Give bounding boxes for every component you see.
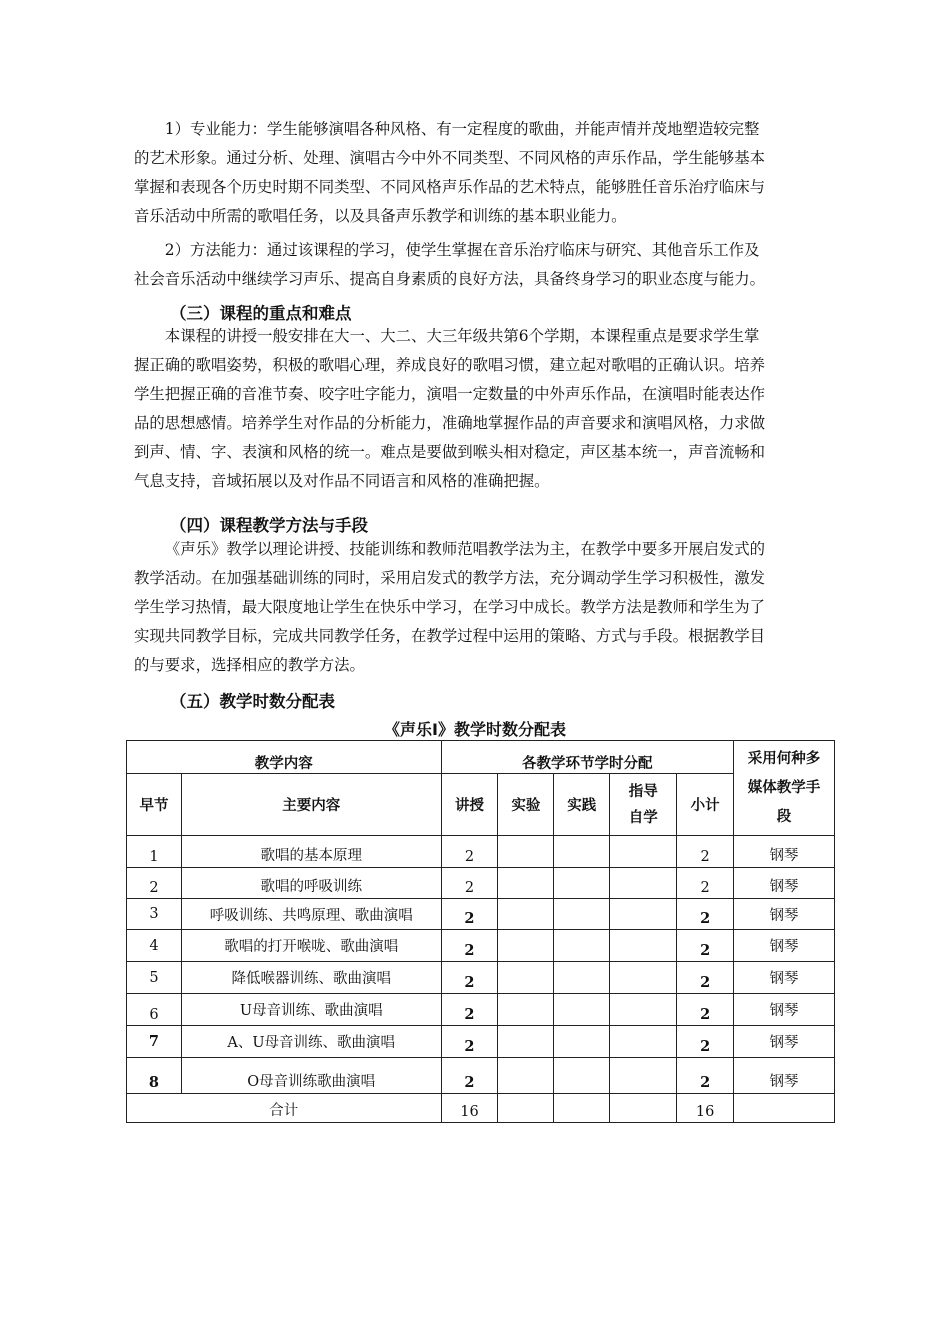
cell-chapter: 3: [127, 899, 182, 930]
table-total-row: [127, 1094, 835, 1123]
cell-chapter: 1: [127, 836, 182, 868]
cell-experiment: [498, 868, 554, 899]
cell-lecture: 2: [441, 994, 498, 1026]
header-guided-study: [610, 774, 677, 836]
text-line: 掌握和表现各个历史时期不同类型、不同风格声乐作品的艺术特点，能够胜任音乐治疗临床与: [134, 178, 766, 196]
cell-guided: [610, 994, 677, 1026]
paragraph-method-ability: [134, 236, 834, 294]
cell-guided: [610, 1026, 677, 1058]
cell-guided: [610, 1094, 677, 1123]
cell-subtotal: 2: [677, 962, 734, 994]
cell-chapter: 8: [127, 1058, 182, 1094]
cell-lecture: 2: [441, 836, 498, 868]
text-line: 学生学习热情，最大限度地让学生在快乐中学习，在学习中成长。教学方法是教师和学生为了: [134, 598, 766, 616]
cell-lecture: 2: [441, 930, 498, 962]
text-line: 1）专业能力：学生能够演唱各种风格、有一定程度的歌曲，并能声情并茂地塑造较完整: [164, 120, 760, 138]
section-heading-hours-table: （五）教学时数分配表: [170, 692, 335, 711]
cell-content: U母音训练、歌曲演唱: [181, 994, 441, 1026]
text-line: 实现共同教学目标，完成共同教学任务，在教学过程中运用的策略、方式与手段。根据教学目: [134, 627, 766, 645]
text-line: 《声乐》教学以理论讲授、技能训练和教师范唱教学法为主，在教学中要多开展启发式的: [164, 540, 766, 558]
cell-guided: [610, 930, 677, 962]
cell-subtotal: 2: [677, 1058, 734, 1094]
paragraph-teaching-methods: [134, 535, 834, 680]
text-line: 本课程的讲授一般安排在大一、大二、大三年级共第6个学期，本课程重点是要求学生掌: [164, 327, 760, 345]
cell-content: 歌唱的基本原理: [181, 836, 441, 868]
text-line: 学生把握正确的音准节奏、咬字吐字能力，演唱一定数量的中外声乐作品，在演唱时能表达作: [134, 385, 766, 403]
section-heading-key-points: （三）课程的重点和难点: [170, 304, 352, 323]
header-main-content: 主要内容: [181, 774, 441, 836]
header-practice: 实践: [554, 774, 610, 836]
cell-practice: [554, 1094, 610, 1123]
cell-media: 钢琴: [734, 962, 835, 994]
section-heading-teaching-methods: （四）课程教学方法与手段: [170, 516, 368, 535]
paragraph-key-points: [134, 322, 834, 496]
text-line: 品的思想感情。培养学生对作品的分析能力，准确地掌握作品的声音要求和演唱风格，力求做: [134, 414, 766, 432]
table-row: [127, 1026, 835, 1058]
cell-media: 钢琴: [734, 930, 835, 962]
paragraph-professional-ability: [134, 115, 834, 231]
cell-total-label: 合计: [127, 1094, 442, 1123]
cell-media: 钢琴: [734, 899, 835, 930]
cell-chapter: 4: [127, 930, 182, 962]
cell-practice: [554, 1058, 610, 1094]
text-line: 气息支持，音域拓展以及对作品不同语言和风格的准确把握。: [134, 472, 550, 490]
cell-chapter: 6: [127, 994, 182, 1026]
cell-experiment: [498, 1058, 554, 1094]
cell-subtotal: 2: [677, 899, 734, 930]
table-row: [127, 930, 835, 962]
cell-experiment: [498, 962, 554, 994]
cell-media: 钢琴: [734, 1058, 835, 1094]
header-guided-line: 指导: [628, 783, 658, 800]
cell-practice: [554, 1026, 610, 1058]
cell-content: O母音训练歌曲演唱: [181, 1058, 441, 1094]
cell-content: 降低喉器训练、歌曲演唱: [181, 962, 441, 994]
table-row: [127, 994, 835, 1026]
header-guided-line: 自学: [628, 809, 658, 826]
table-caption: 《声乐Ⅰ》教学时数分配表: [384, 720, 566, 739]
cell-practice: [554, 899, 610, 930]
cell-total-subtotal: 16: [677, 1094, 734, 1123]
cell-experiment: [498, 994, 554, 1026]
header-media-line: 段: [776, 808, 792, 825]
cell-chapter: 7: [127, 1026, 182, 1058]
header-media-line: 采用何种多: [747, 750, 821, 767]
header-hour-allocation: 各教学环节学时分配: [441, 741, 734, 774]
header-media-line: 媒体教学手: [747, 779, 821, 796]
cell-experiment: [498, 1094, 554, 1123]
cell-guided: [610, 836, 677, 868]
cell-total-lecture: 16: [441, 1094, 498, 1123]
cell-media: [734, 1094, 835, 1123]
cell-lecture: 2: [441, 962, 498, 994]
text-line: 的艺术形象。通过分析、处理、演唱古今中外不同类型、不同风格的声乐作品，学生能够基本: [134, 149, 766, 167]
cell-practice: [554, 962, 610, 994]
cell-media: 钢琴: [734, 868, 835, 899]
cell-chapter: 5: [127, 962, 182, 994]
cell-practice: [554, 994, 610, 1026]
header-lecture: 讲授: [441, 774, 498, 836]
cell-experiment: [498, 1026, 554, 1058]
cell-lecture: 2: [441, 1058, 498, 1094]
text-line: 握正确的歌唱姿势，积极的歌唱心理，养成良好的歌唱习惯，建立起对歌唱的正确认识。培养: [134, 356, 766, 374]
hours-distribution-table: [126, 740, 835, 1123]
text-line: 音乐活动中所需的歌唱任务，以及具备声乐教学和训练的基本职业能力。: [134, 207, 627, 225]
table-row: [127, 899, 835, 930]
table-row: [127, 836, 835, 868]
cell-guided: [610, 962, 677, 994]
cell-content: 呼吸训练、共鸣原理、歌曲演唱: [181, 899, 441, 930]
text-line: 2）方法能力：通过该课程的学习，使学生掌握在音乐治疗临床与研究、其他音乐工作及: [164, 241, 760, 259]
cell-practice: [554, 868, 610, 899]
table-row: [127, 868, 835, 899]
cell-practice: [554, 930, 610, 962]
cell-subtotal: 2: [677, 836, 734, 868]
cell-content: A、U母音训练、歌曲演唱: [181, 1026, 441, 1058]
header-subtotal: 小计: [677, 774, 734, 836]
header-chapter: 早节: [127, 774, 182, 836]
text-line: 教学活动。在加强基础训练的同时，采用启发式的教学方法，充分调动学生学习积极性，激发: [134, 569, 766, 587]
cell-content: 歌唱的呼吸训练: [181, 868, 441, 899]
table-header-row: [127, 741, 835, 774]
cell-lecture: 2: [441, 899, 498, 930]
cell-lecture: 2: [441, 868, 498, 899]
text-line: 的与要求，选择相应的教学方法。: [134, 656, 365, 674]
cell-chapter: 2: [127, 868, 182, 899]
cell-media: 钢琴: [734, 994, 835, 1026]
cell-media: 钢琴: [734, 1026, 835, 1058]
cell-lecture: 2: [441, 1026, 498, 1058]
cell-subtotal: 2: [677, 994, 734, 1026]
cell-subtotal: 2: [677, 868, 734, 899]
cell-content: 歌唱的打开喉咙、歌曲演唱: [181, 930, 441, 962]
cell-guided: [610, 868, 677, 899]
cell-media: 钢琴: [734, 836, 835, 868]
cell-subtotal: 2: [677, 930, 734, 962]
header-experiment: 实验: [498, 774, 554, 836]
cell-experiment: [498, 836, 554, 868]
cell-experiment: [498, 899, 554, 930]
table-row: [127, 1058, 835, 1094]
text-line: 到声、情、字、表演和风格的统一。难点是要做到喉头相对稳定，声区基本统一，声音流畅和: [134, 443, 766, 461]
cell-guided: [610, 899, 677, 930]
text-line: 社会音乐活动中继续学习声乐、提高自身素质的良好方法，具备终身学习的职业态度与能力。: [134, 270, 766, 288]
table-subheader-row: [127, 774, 835, 836]
cell-subtotal: 2: [677, 1026, 734, 1058]
header-teaching-content: 教学内容: [127, 741, 442, 774]
cell-guided: [610, 1058, 677, 1094]
table-row: [127, 962, 835, 994]
cell-experiment: [498, 930, 554, 962]
cell-practice: [554, 836, 610, 868]
header-media: [734, 741, 835, 836]
